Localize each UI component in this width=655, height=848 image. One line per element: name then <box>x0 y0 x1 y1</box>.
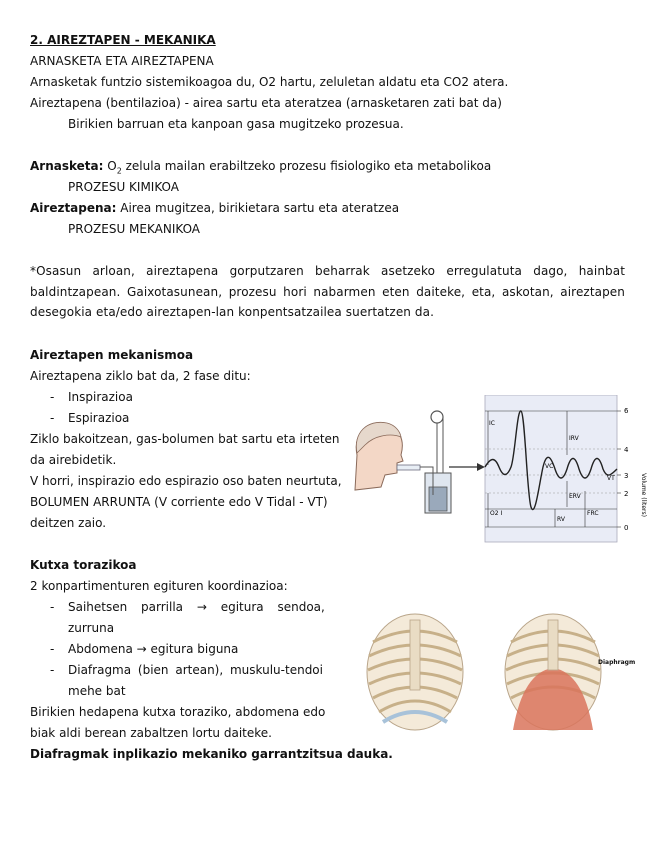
section-title: Aireztapen mekanismoa <box>30 348 194 362</box>
label-irv: IRV <box>569 435 579 442</box>
text-line: Diafragmak inplikazio mekaniko garrantzitsua dauka. <box>30 747 393 761</box>
label-o2: O2 I <box>490 510 503 517</box>
list-item: Abdomena → egitura biguna <box>68 642 239 656</box>
list-dash: - <box>50 390 55 404</box>
text-line: Aireztapena ziklo bat da, 2 fase ditu: <box>30 369 251 383</box>
term-label: Aireztapena: <box>30 201 117 215</box>
ribcage-left-illustration <box>367 614 463 730</box>
list-item: Saihetsen parrilla → egitura sendoa, <box>68 600 325 614</box>
note-paragraph: *Osasun arloan, aireztapena gorputzaren beharrak asetzeko erregulatuta dago, hainbat baldintzapean. Gaixotasunean, prozesu hori nabarmen eten daiteke, eta, askotan, aireztapen desegokia eta/edo aireztapen-lan konpentsatzailea suertatzen da. <box>30 264 625 319</box>
process-type: PROZESU KIMIKOA <box>68 180 179 194</box>
list-item-cont: mehe bat <box>68 684 126 698</box>
definition-aireztapena <box>30 201 399 216</box>
text-line: biak aldi berean zabaltzen lortu daiteke. <box>30 726 272 740</box>
person-illustration <box>355 422 420 490</box>
list-item: Espirazioa <box>68 411 130 425</box>
label-ic: IC <box>489 420 495 427</box>
ribcage-figure <box>343 602 635 737</box>
label-vt: VT <box>607 475 615 482</box>
list-dash: - <box>50 411 55 425</box>
text-line: Birikien barruan eta kanpoan gasa mugitzeko prozesua. <box>68 117 404 131</box>
tick-label: 3 <box>624 472 629 480</box>
label-rv: RV <box>557 516 565 523</box>
term-definition: zelula mailan erabiltzeko prozesu fisiologiko eta metabolikoa <box>121 159 492 173</box>
tick-label: 2 <box>624 490 629 498</box>
text-line: BOLUMEN ARRUNTA (V corriente edo V Tidal - VT) <box>30 495 328 509</box>
list-item-cont: zurruna <box>68 621 115 635</box>
subscript: 2 <box>116 166 122 176</box>
label-erv: ERV <box>569 493 581 500</box>
label-frc: FRC <box>587 510 599 517</box>
diaphragm-label: Diaphragm <box>598 659 635 666</box>
label-vc: VC <box>545 463 554 470</box>
term-definition: Airea mugitzea, birikietara sartu eta ateratzea <box>116 201 400 215</box>
text-line: Arnasketak funtzio sistemikoagoa du, O2 hartu, zeluletan aldatu eta CO2 atera. <box>30 75 509 89</box>
list-item: Inspirazioa <box>68 390 133 404</box>
text-line: V horri, inspirazio edo espirazio oso baten neurtuta, <box>30 474 342 488</box>
list-dash: - <box>50 600 55 614</box>
spirogram-figure <box>345 395 650 545</box>
term-label: Arnasketa: <box>30 159 104 173</box>
process-type: PROZESU MEKANIKOA <box>68 222 201 236</box>
list-item: Diafragma (bien artean), muskulu-tendoi <box>68 663 323 677</box>
definition-arnasketa <box>30 159 491 178</box>
text-line: 2 konpartimenturen egituren koordinazioa: <box>30 579 288 593</box>
tick-label: 4 <box>624 446 629 454</box>
section-title: Kutxa torazikoa <box>30 558 137 572</box>
tick-label: 0 <box>624 524 629 532</box>
y-axis-label: Volume (liters) <box>640 473 647 517</box>
text-line: Ziklo bakoitzean, gas-bolumen bat sartu eta irteten <box>30 432 340 446</box>
section-subheading: ARNASKETA ETA AIREZTAPENA <box>30 54 214 68</box>
page-title: 2. AIREZTAPEN - MEKANIKA <box>30 33 216 47</box>
term-o: O <box>107 159 117 173</box>
text-line: deitzen zaio. <box>30 516 107 530</box>
list-dash: - <box>50 663 55 677</box>
text-line: da airebidetik. <box>30 453 117 467</box>
text-line: Aireztapena (bentilazioa) - airea sartu eta ateratzea (arnasketaren zati bat da) <box>30 96 502 110</box>
tick-label: 6 <box>624 407 629 415</box>
text-line: Birikien hedapena kutxa toraziko, abdomena edo <box>30 705 326 719</box>
spirometer-apparatus <box>420 411 485 513</box>
list-dash: - <box>50 642 55 656</box>
